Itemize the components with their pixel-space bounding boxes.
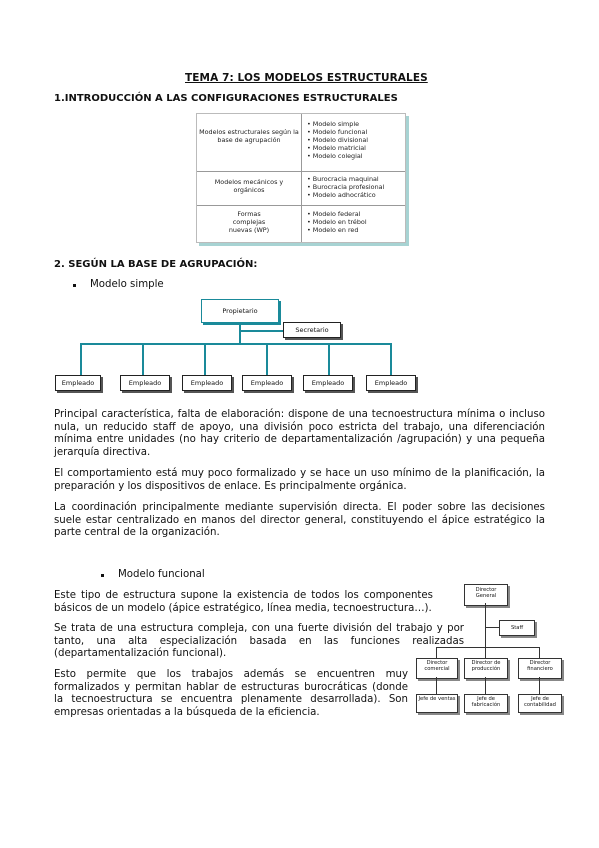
org-connector xyxy=(436,677,437,694)
org-box-employee: Empleado xyxy=(242,375,292,391)
list-item: • Modelo en trébol xyxy=(307,218,367,226)
org-connector xyxy=(80,343,82,376)
section-heading-agrupacion: 2. SEGÚN LA BASE DE AGRUPACIÓN: xyxy=(54,259,258,270)
org-connector xyxy=(485,647,486,658)
list-item: • Modelo federal xyxy=(307,210,361,218)
org-connector xyxy=(142,343,144,376)
org-connector xyxy=(328,343,330,376)
list-item: • Modelo funcional xyxy=(307,128,368,136)
func-box-director: Director comercial xyxy=(416,658,458,679)
bullet-modelo-simple: Modelo simple xyxy=(90,279,164,290)
org-connector xyxy=(239,330,283,332)
func-box-top: Director General xyxy=(464,584,508,606)
list-item: • Modelo divisional xyxy=(307,136,369,144)
table-row3-right xyxy=(307,210,403,234)
org-box-employee: Empleado xyxy=(55,375,101,391)
simple-org-chart xyxy=(50,296,420,400)
list-item: • Modelo adhocrático xyxy=(307,191,376,199)
bullet-modelo-funcional: Modelo funcional xyxy=(118,569,205,580)
org-connector xyxy=(204,343,206,376)
org-connector xyxy=(266,343,268,376)
org-box-employee: Empleado xyxy=(120,375,170,391)
org-connector xyxy=(485,677,486,694)
page-title: TEMA 7: LOS MODELOS ESTRUCTURALES xyxy=(185,72,428,84)
func-box-staff: Staff xyxy=(499,620,535,636)
structural-models-table xyxy=(196,113,406,243)
table-row1-left: Modelos estructurales según la base de agrupación xyxy=(199,128,299,144)
org-connector xyxy=(485,627,499,628)
org-box-staff: Secretario xyxy=(283,322,341,338)
bullet-icon xyxy=(73,284,76,287)
list-item: • Burocracia profesional xyxy=(307,183,385,191)
org-connector xyxy=(239,322,241,344)
section-heading-introduccion: 1.INTRODUCCIÓN A LAS CONFIGURACIONES ESTRUCTURALES xyxy=(54,93,398,104)
list-item: • Modelo matricial xyxy=(307,144,366,152)
paragraph-funcional-1: Este tipo de estructura supone la existencia de todos los componentes básicos de un modelo (ápice estratégico, línea media, tecnoestructura…). xyxy=(54,590,433,614)
paragraph-funcional-2: Se trata de una estructura compleja, con una fuerte división del trabajo y por tanto, una alta especialización basada en las funciones realizadas (departamentalización funcional). xyxy=(54,623,464,660)
functional-org-chart xyxy=(414,580,564,720)
table-row2-left: Modelos mecánicos y orgánicos xyxy=(214,178,284,194)
org-connector xyxy=(390,343,392,376)
paragraph-simple-1: Principal característica, falta de elaboración: dispone de una tecnoestructura mínima o incluso nula, un reducido staff de apoyo, una división poco estricta del trabajo, una diferenciación mínima entre unidades (no hay criterio de departamentalización /agrupación) y una pequeña jerarquía directiva. xyxy=(54,409,545,458)
list-item: • Modelo en red xyxy=(307,226,359,234)
org-connector xyxy=(80,343,390,345)
org-connector xyxy=(539,677,540,694)
org-connector xyxy=(485,603,486,647)
org-box-employee: Empleado xyxy=(366,375,416,391)
list-item: • Modelo colegial xyxy=(307,152,363,160)
org-box-employee: Empleado xyxy=(303,375,353,391)
func-box-director: Director financiero xyxy=(518,658,562,679)
list-item: • Modelo simple xyxy=(307,120,360,128)
table-divider xyxy=(197,205,405,206)
paragraph-simple-2: El comportamiento está muy poco formalizado y se hace un uso mínimo de la planificación, la preparación y los dispositivos de enlace. Es principalmente orgánica. xyxy=(54,468,545,492)
table-divider xyxy=(197,171,405,172)
org-box-employee: Empleado xyxy=(182,375,232,391)
org-connector xyxy=(539,647,540,658)
table-divider xyxy=(301,114,302,242)
table-row2-right xyxy=(307,175,403,199)
func-box-jefe: Jefe de contabilidad xyxy=(518,694,562,713)
org-box-top: Propietario xyxy=(201,299,279,323)
table-row1-right xyxy=(307,120,403,160)
paragraph-simple-3: La coordinación principalmente mediante supervisión directa. El poder sobre las decisiones suele estar centralizado en manos del director general, constituyendo el ápice estratégico la parte central de la organización. xyxy=(54,502,545,539)
table-row3-left: Formas complejas nuevas (WP) xyxy=(228,210,270,234)
org-connector xyxy=(436,647,539,648)
list-item: • Burocracia maquinal xyxy=(307,175,379,183)
func-box-jefe: Jefe de fabricación xyxy=(464,694,508,713)
func-box-director: Director de producción xyxy=(464,658,508,679)
org-connector xyxy=(436,647,437,658)
paragraph-funcional-3: Esto permite que los trabajos además se encuentren muy formalizados y permitan hablar de estructuras burocráticas (donde la tecnoestructura se encuentra plenamente desarrollada). Son empresas orientadas a la búsqueda de la eficiencia. xyxy=(54,669,408,718)
bullet-icon xyxy=(101,574,104,577)
func-box-jefe: Jefe de ventas xyxy=(416,694,458,713)
